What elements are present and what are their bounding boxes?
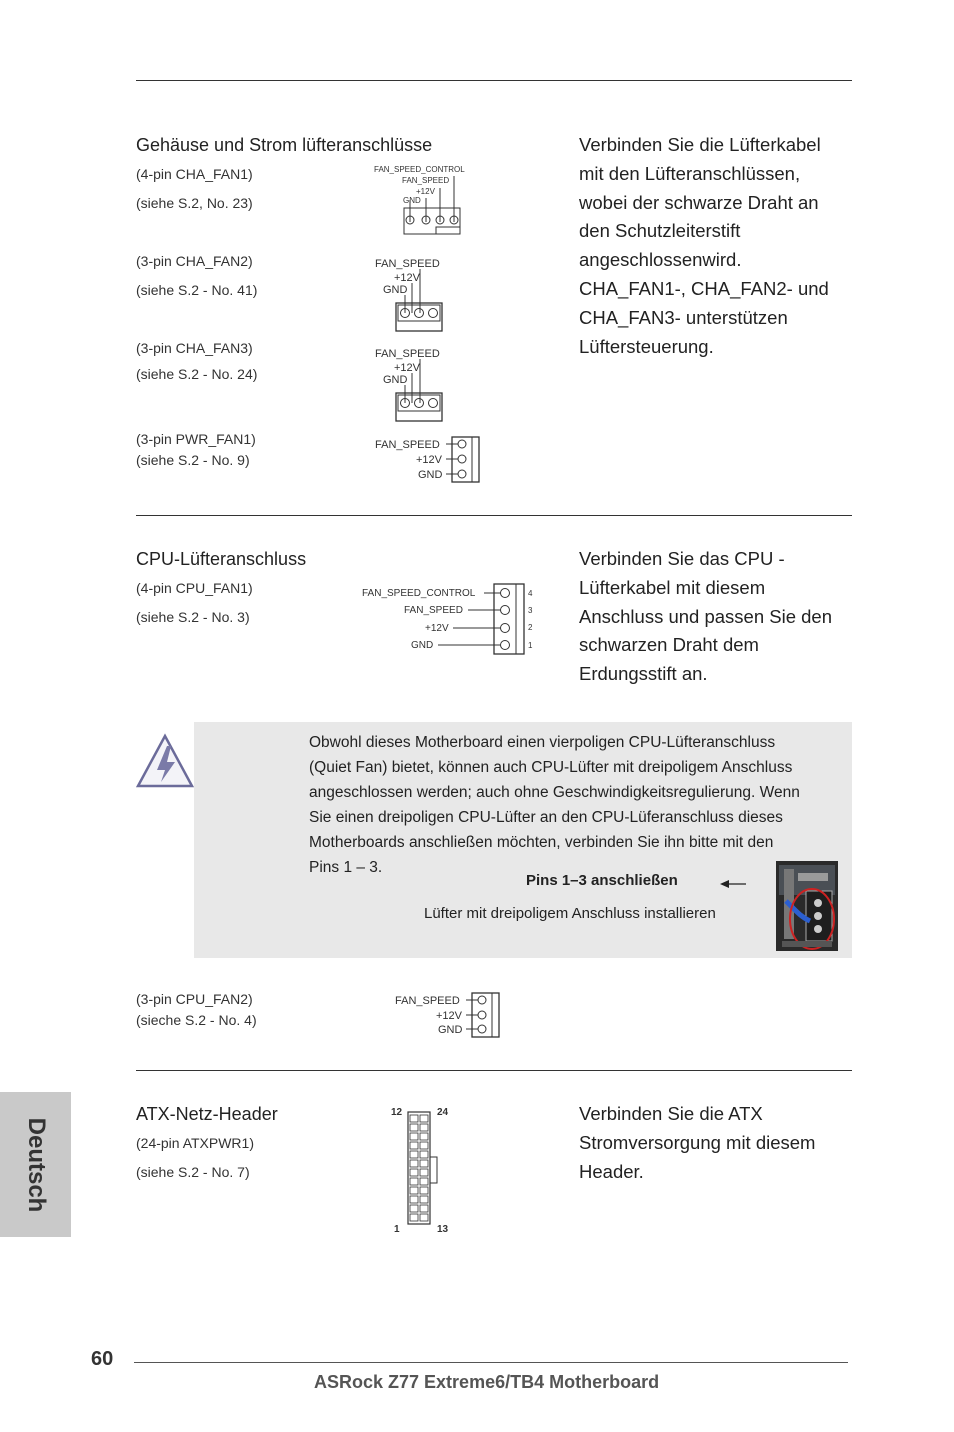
note-line: Pins 1 – 3. — [309, 859, 383, 876]
desc-line: Verbinden Sie die Lüfterkabel — [579, 134, 821, 155]
atx-pin — [410, 1169, 418, 1176]
cpu-fan1-diagram — [360, 582, 540, 658]
desc-line: wobei der schwarze Draht an — [579, 191, 819, 213]
label-fan-speed: FAN_SPEED — [402, 176, 450, 185]
atx-ref: (siehe S.2 - No. 7) — [136, 1164, 250, 1180]
cpu-fan2-ref: (sieche S.2 - No. 4) — [136, 1012, 257, 1028]
atx-description — [579, 1100, 859, 1186]
atx-pin — [420, 1160, 428, 1167]
atx-pin — [420, 1205, 428, 1212]
note-line: Motherboards anschließen möchten, verbinden Sie ihn bitte mit den — [309, 834, 774, 851]
label-12v: +12V — [394, 272, 420, 284]
atx-pin — [410, 1142, 418, 1149]
desc-line: den Schutzleiterstift — [579, 220, 741, 242]
side-tab-label: Deutsch — [22, 1117, 50, 1212]
pin-number: 1 — [528, 641, 533, 650]
desc-line: Verbinden Sie das CPU - — [579, 548, 785, 569]
desc-line: Anschluss und passen Sie den — [579, 605, 833, 627]
cha-fan2-pin: (3-pin CHA_FAN2) — [136, 253, 253, 269]
chassis-fan-description — [579, 131, 859, 361]
atx-pin — [420, 1214, 428, 1221]
cpu-fan1-ref: (siehe S.2 - No. 3) — [136, 609, 250, 625]
atx-pin — [410, 1214, 418, 1221]
atx-pin — [420, 1151, 428, 1158]
label-gnd: GND — [438, 1024, 463, 1036]
atx-pin — [420, 1142, 428, 1149]
desc-line: Lüfterkabel mit diesem — [579, 576, 766, 598]
pin-number: 4 — [528, 589, 533, 598]
desc-line: Lüftersteuerung. — [579, 335, 714, 357]
atx-pin — [420, 1178, 428, 1185]
note-line: Sie einen dreipoligen CPU-Lüfter an den CPU-Lüferanschluss dieses — [309, 809, 783, 826]
desc-line: Erdungsstift an. — [579, 663, 708, 685]
arrow-left-icon — [718, 877, 748, 891]
desc-line: Verbinden Sie die ATX — [579, 1103, 763, 1124]
atx-pin — [420, 1187, 428, 1194]
label-fan-speed: FAN_SPEED — [375, 348, 440, 360]
label-12v: +12V — [416, 454, 442, 466]
pwr-fan1-diagram — [372, 434, 484, 486]
atx-pin — [410, 1178, 418, 1185]
atx-pin — [420, 1115, 428, 1122]
note-line: (Quiet Fan) bietet, können auch CPU-Lüfter mit dreipoligem Anschluss — [309, 759, 793, 776]
cha-fan1-ref: (siehe S.2, No. 23) — [136, 195, 253, 211]
atx-pin-grid — [410, 1115, 428, 1221]
footer-title: ASRock Z77 Extreme6/TB4 Motherboard — [314, 1372, 660, 1392]
label-fan-speed: FAN_SPEED — [404, 605, 463, 616]
atx-pin — [410, 1133, 418, 1140]
desc-line: CHA_FAN3- unterstützen — [579, 306, 788, 328]
section-divider — [136, 515, 852, 516]
label-gnd: GND — [383, 374, 408, 386]
label-gnd: GND — [403, 196, 421, 205]
cha-fan1-pin: (4-pin CHA_FAN1) — [136, 166, 253, 182]
atx-pin — [420, 1133, 428, 1140]
atx-pin — [420, 1124, 428, 1131]
desc-line: mit den Lüfteranschlüssen, — [579, 162, 801, 184]
connector-photo — [776, 861, 838, 951]
desc-line: angeschlossenwird. — [579, 249, 742, 271]
cha-fan2-diagram — [372, 255, 452, 335]
label-fan-speed: FAN_SPEED — [375, 439, 440, 451]
cpu-fan1-pin: (4-pin CPU_FAN1) — [136, 580, 253, 596]
note-line: Obwohl dieses Motherboard einen vierpoligen CPU-Lüfteranschluss — [309, 734, 776, 751]
atx-pin — [410, 1205, 418, 1212]
atx-pin — [410, 1124, 418, 1131]
atx-pin — [410, 1187, 418, 1194]
note-line: angeschlossen werden; auch ohne Geschwindigkeitsregulierung. Wenn — [309, 784, 800, 801]
pwr-fan1-ref: (siehe S.2 - No. 9) — [136, 452, 250, 468]
cha-fan3-ref: (siehe S.2 - No. 24) — [136, 366, 258, 382]
atx-pin — [410, 1196, 418, 1203]
pin-label-1: 1 — [394, 1224, 400, 1235]
cha-fan2-ref: (siehe S.2 - No. 41) — [136, 282, 258, 298]
page-number: 60 — [91, 1348, 114, 1370]
desc-line: Header. — [579, 1160, 644, 1182]
cpu-fan2-diagram — [392, 990, 504, 1042]
desc-line: CHA_FAN1-, CHA_FAN2- und — [579, 277, 829, 299]
cpu-fan-description — [579, 545, 854, 689]
cha-fan3-pin: (3-pin CHA_FAN3) — [136, 340, 253, 356]
cha-fan3-diagram — [372, 345, 452, 425]
note-text — [309, 730, 849, 880]
label-12v: +12V — [436, 1010, 462, 1022]
language-side-tab — [0, 1092, 71, 1237]
atx-pin — [410, 1115, 418, 1122]
atx-pin — [410, 1151, 418, 1158]
section-title-cpu-fan: CPU-Lüfteranschluss — [136, 549, 307, 569]
label-gnd: GND — [383, 284, 408, 296]
footer-rule — [134, 1362, 848, 1363]
pin-label-24: 24 — [437, 1107, 449, 1118]
section-divider — [136, 1070, 852, 1071]
atx-pin — [410, 1160, 418, 1167]
label-fan-speed: FAN_SPEED — [395, 995, 460, 1007]
pins-label: Pins 1–3 anschließen — [526, 872, 678, 889]
atx-pin — [420, 1196, 428, 1203]
atx-power-diagram — [388, 1102, 460, 1238]
desc-line: Stromversorgung mit diesem — [579, 1131, 816, 1153]
label-gnd: GND — [411, 640, 434, 651]
pwr-fan1-pin: (3-pin PWR_FAN1) — [136, 431, 256, 447]
label-fan-speed: FAN_SPEED — [375, 258, 440, 270]
top-rule — [136, 80, 852, 81]
label-fan-speed-control: FAN_SPEED_CONTROL — [362, 588, 476, 599]
label-gnd: GND — [418, 469, 443, 481]
section-title-chassis-fan: Gehäuse und Strom lüfteranschlüsse — [136, 135, 433, 155]
desc-line: schwarzen Draht dem — [579, 634, 759, 656]
atx-pin — [420, 1169, 428, 1176]
cha-fan1-diagram — [370, 162, 470, 238]
label-12v: +12V — [425, 623, 449, 634]
pin-label-13: 13 — [437, 1224, 449, 1235]
pin-number: 2 — [528, 623, 533, 632]
pin-number: 3 — [528, 606, 533, 615]
section-title-atx: ATX-Netz-Header — [136, 1104, 278, 1124]
cpu-fan2-pin: (3-pin CPU_FAN2) — [136, 991, 253, 1007]
warning-icon — [134, 732, 196, 790]
pin-label-12: 12 — [391, 1107, 403, 1118]
label-fan-speed-control: FAN_SPEED_CONTROL — [374, 165, 465, 174]
install-label: Lüfter mit dreipoligem Anschluss installieren — [424, 905, 716, 922]
label-12v: +12V — [394, 362, 420, 374]
label-12v: +12V — [416, 187, 435, 196]
atx-pin: (24-pin ATXPWR1) — [136, 1135, 254, 1151]
